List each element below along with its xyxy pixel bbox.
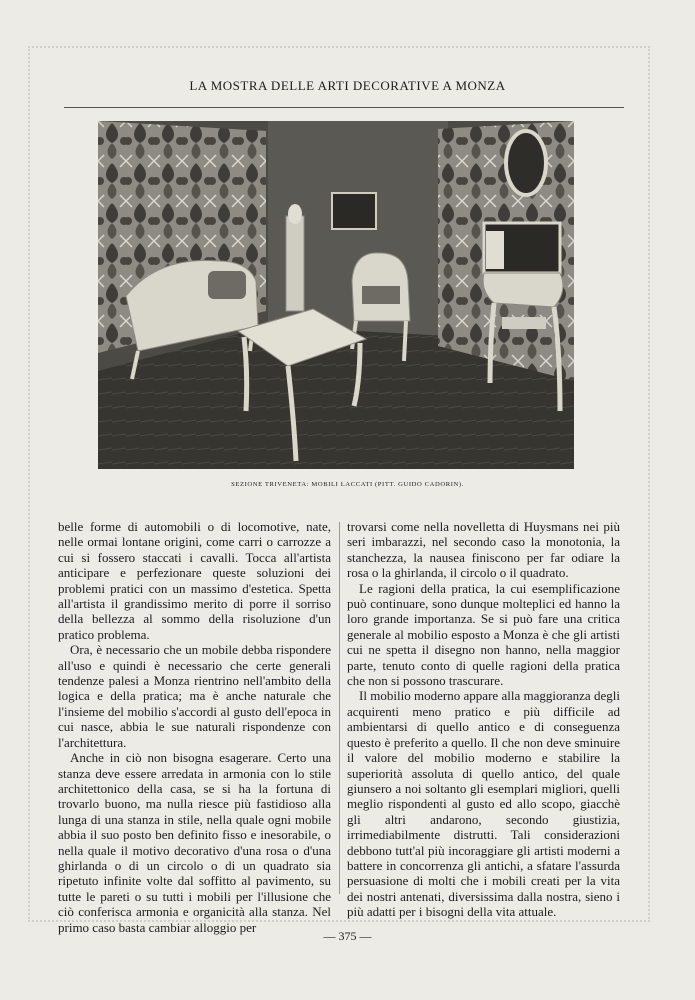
paragraph: belle forme di automobili o di locomotive, nate, nelle ormai lontane origini, come carri o carrozze a cui si fossero staccati i cavalli. Tocca all'artista anticipare e perfezionare queste soluzioni dei problemi pratici con un massimo d'estetica. Spetta all'artista il grandissimo merito di porre il sorriso della bellezza al sommo della risoluzione d'un pratico problema. [58,519,331,642]
figure-caption: SEZIONE TRIVENETA: MOBILI LACCATI (PITT. GUIDO CADORIN). [231,481,464,488]
page-number: — 375 — [323,929,372,943]
running-title: LA MOSTRA DELLE ARTI DECORATIVE A MONZA [189,78,506,93]
paragraph: trovarsi come nella novelletta di Huysmans nei più seri imbarazzi, nel secondo caso la monotonia, la stanchezza, la nausea finiscono per far odiare la rosa o la ghirlanda, il circolo o il quadrato. [347,519,620,581]
photograph-lacquered-furniture [98,121,574,469]
paragraph: Anche in ciò non bisogna esagerare. Certo una stanza deve essere arredata in armonia con lo stile architettonico della casa, se si ha la fortuna di trovarlo buono, ma nulla riesce più fastidioso alla lunga di una stanza in stile, nella quale ogni mobile abbia il suo posto ben definito fisso e inesorabile, o nella quale il motivo decorativo d'una rosa o d'una ghirlanda o di un circolo o di un quadrato sia ripetuto infinite volte dal soffitto al pavimento, su tutte le pareti o su tutti i mobili per l'illusione che ciò conferisca armonia e organicità alla stanza. Nel primo caso basta cambiar alloggio per [58,750,331,935]
column-divider [339,522,340,894]
text-column-right [347,519,620,920]
paragraph: Il mobilio moderno appare alla maggioranza degli acquirenti meno pratico e più difficile ad ambientarsi di quello antico e di conseguenza questo è preferito a quello. Il che non deve sminuire il valore del mobilio moderno e stabilire la superiorità assoluta di quello antico, del quale giunsero a noi soltanto gli esemplari migliori, quelli meglio rispondenti al gusto ed allo scopo, giacchè gli altri andarono, secondo giustizia, irrimediabilmente distrutti. Tali considerazioni debbono tutt'al più incoraggiare gli artisti moderni a battere in concorrenza gli antichi, a sfatare l'assurda persuasione di molti che i mobili creati per la vita dei nostri antenati, diversissima dalla nostra, sieno i più adatti per i bisogni della vita attuale. [347,688,620,920]
paragraph: Le ragioni della pratica, la cui esemplificazione può continuare, sono dunque molteplici ed hanno la loro grande importanza. Se si può fare una critica generale al mobilio esposto a Monza è che gli artisti cui ne spetta il disegno non hanno, nella maggior parte, tenuto conto di quelle ragioni della pratica che non si possono trascurare. [347,580,620,689]
paragraph: Ora, è necessario che un mobile debba rispondere all'uso e quindi è necessario che certe generali tendenze palesi a Monza rientrino nell'ambito della logica e della pratica; ma è anche naturale che l'insieme del mobilio s'accordi al gusto dell'epoca in cui nasce, abbia le sue naturali rispondenze con l'architettura. [58,642,331,750]
header-rule [64,107,624,108]
text-column-left [58,519,331,935]
